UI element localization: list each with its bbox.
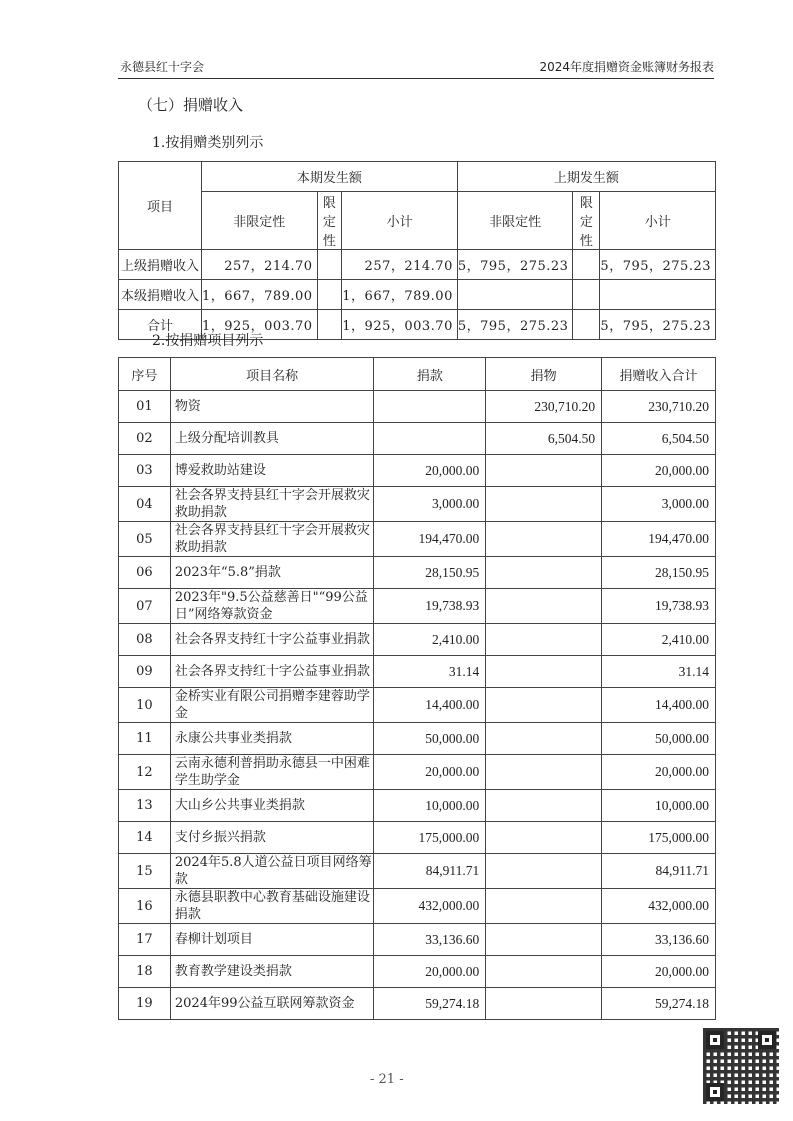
row-goods: [486, 688, 602, 723]
cell: 257，214.70: [342, 250, 458, 280]
row-seq: 01: [119, 391, 171, 423]
row-total: 31.14: [602, 656, 716, 688]
row-project-name: 大山乡公共事业类捐款: [170, 790, 374, 822]
row-seq: 07: [119, 589, 171, 624]
header-org: 永德县红十字会: [120, 60, 205, 74]
header-name: 项目名称: [170, 358, 374, 391]
row-goods: [486, 455, 602, 487]
row-cash: 20,000.00: [374, 755, 486, 790]
row-goods: [486, 889, 602, 924]
row-goods: [486, 557, 602, 589]
row-project-name: 社会各界支持县红十字会开展救灾救助捐款: [170, 487, 374, 522]
cell: 5，795，275.23: [600, 250, 716, 280]
table-row: [119, 924, 716, 956]
sub-header: 小计: [342, 192, 458, 250]
cell: [600, 280, 716, 310]
table-row: [119, 391, 716, 423]
row-goods: [486, 755, 602, 790]
table-row: [119, 522, 716, 557]
row-goods: [486, 854, 602, 889]
row-project-name: 永德县职教中心教育基础设施建设捐款: [170, 889, 374, 924]
page-number: - 21 -: [370, 1072, 404, 1087]
table-row: [119, 822, 716, 854]
header-report-title: 2024年度捐赠资金账簿财务报表: [539, 60, 714, 74]
cell: [317, 250, 342, 280]
cell: 1，925，003.70: [201, 310, 317, 340]
row-goods: [486, 656, 602, 688]
row-goods: [486, 624, 602, 656]
row-project-name: 2023年"9.5公益慈善日"“99公益日”网络筹款资金: [170, 589, 374, 624]
row-goods: [486, 723, 602, 755]
table-row: [119, 589, 716, 624]
row-goods: [486, 790, 602, 822]
cell: [317, 280, 342, 310]
row-seq: 19: [119, 988, 171, 1020]
row-project-name: 2023年“5.8”捐款: [170, 557, 374, 589]
row-label-total: 合计: [119, 310, 202, 340]
row-project-name: 云南永德利普捐助永德县一中困难学生助学金: [170, 755, 374, 790]
cell: 5，795，275.23: [457, 310, 573, 340]
table-row: [119, 280, 716, 310]
row-seq: 08: [119, 624, 171, 656]
cell: 1，667，789.00: [342, 280, 458, 310]
row-cash: 59,274.18: [374, 988, 486, 1020]
row-project-name: 上级分配培训教具: [170, 423, 374, 455]
group-prior-header: 上期发生额: [457, 162, 715, 192]
row-cash: 50,000.00: [374, 723, 486, 755]
row-goods: 6,504.50: [486, 423, 602, 455]
donation-by-project-table: [118, 357, 716, 1020]
row-project-name: 社会各界支持县红十字会开展救灾救助捐款: [170, 522, 374, 557]
row-cash: 33,136.60: [374, 924, 486, 956]
row-total: 6,504.50: [602, 423, 716, 455]
row-seq: 13: [119, 790, 171, 822]
sub-header: 非限定性: [457, 192, 573, 250]
row-cash: 175,000.00: [374, 822, 486, 854]
row-seq: 05: [119, 522, 171, 557]
row-total: 28,150.95: [602, 557, 716, 589]
row-project-name: 支付乡振兴捐款: [170, 822, 374, 854]
row-total: 432,000.00: [602, 889, 716, 924]
header-goods: 捐物: [486, 358, 602, 391]
row-seq: 06: [119, 557, 171, 589]
row-goods: [486, 956, 602, 988]
section-title: （七）捐赠收入: [138, 96, 244, 114]
row-cash: 19,738.93: [374, 589, 486, 624]
row-cash: 432,000.00: [374, 889, 486, 924]
row-seq: 14: [119, 822, 171, 854]
row-seq: 10: [119, 688, 171, 723]
cell: [317, 310, 342, 340]
row-total: 33,136.60: [602, 924, 716, 956]
cell: 5，795，275.23: [600, 310, 716, 340]
table-row: [119, 723, 716, 755]
row-project-name: 教育教学建设类捐款: [170, 956, 374, 988]
cell: [573, 250, 600, 280]
table-row: [119, 854, 716, 889]
cell: 1，925，003.70: [342, 310, 458, 340]
row-project-name: 博爱救助站建设: [170, 455, 374, 487]
cell: 257，214.70: [201, 250, 317, 280]
row-seq: 16: [119, 889, 171, 924]
table-row: [119, 423, 716, 455]
row-total: 19,738.93: [602, 589, 716, 624]
cell: [573, 310, 600, 340]
row-cash: [374, 391, 486, 423]
table-row: [119, 624, 716, 656]
table-row: [119, 487, 716, 522]
row-seq: 18: [119, 956, 171, 988]
row-seq: 04: [119, 487, 171, 522]
page-header: [118, 52, 714, 79]
row-seq: 12: [119, 755, 171, 790]
cell: 1，667，789.00: [201, 280, 317, 310]
row-total: 194,470.00: [602, 522, 716, 557]
table-row: [119, 688, 716, 723]
sub-header: 限定性: [317, 192, 342, 250]
row-cash: 3,000.00: [374, 487, 486, 522]
row-goods: [486, 522, 602, 557]
row-total: 2,410.00: [602, 624, 716, 656]
row-seq: 15: [119, 854, 171, 889]
row-project-name: 春柳计划项目: [170, 924, 374, 956]
row-goods: [486, 924, 602, 956]
row-goods: [486, 589, 602, 624]
row-goods: [486, 822, 602, 854]
header-cash: 捐款: [374, 358, 486, 391]
row-cash: 194,470.00: [374, 522, 486, 557]
table-row: [119, 889, 716, 924]
col-item-header: 项目: [119, 162, 202, 250]
row-project-name: 永康公共事业类捐款: [170, 723, 374, 755]
row-goods: [486, 487, 602, 522]
row-project-name: 2024年99公益互联网筹款资金: [170, 988, 374, 1020]
sub-header: 限定性: [573, 192, 600, 250]
row-cash: 84,911.71: [374, 854, 486, 889]
table-row: [119, 557, 716, 589]
row-total: 3,000.00: [602, 487, 716, 522]
group-current-header: 本期发生额: [201, 162, 457, 192]
row-cash: 10,000.00: [374, 790, 486, 822]
row-project-name: 社会各界支持红十字公益事业捐款: [170, 656, 374, 688]
row-project-name: 物资: [170, 391, 374, 423]
row-cash: 20,000.00: [374, 455, 486, 487]
header-seq: 序号: [119, 358, 171, 391]
row-seq: 02: [119, 423, 171, 455]
row-total: 84,911.71: [602, 854, 716, 889]
row-seq: 17: [119, 924, 171, 956]
table-row: [119, 455, 716, 487]
row-total: 50,000.00: [602, 723, 716, 755]
row-cash: [374, 423, 486, 455]
cell: [457, 280, 573, 310]
table-row: [119, 656, 716, 688]
row-total: 14,400.00: [602, 688, 716, 723]
row-seq: 11: [119, 723, 171, 755]
row-label: 上级捐赠收入: [119, 250, 202, 280]
qr-code-icon: [703, 1028, 779, 1104]
row-cash: 2,410.00: [374, 624, 486, 656]
subsection-by-category: 1.按捐赠类别列示: [152, 135, 264, 151]
sub-header: 非限定性: [201, 192, 317, 250]
row-total: 59,274.18: [602, 988, 716, 1020]
header-total: 捐赠收入合计: [602, 358, 716, 391]
row-goods: 230,710.20: [486, 391, 602, 423]
row-total: 20,000.00: [602, 455, 716, 487]
row-total: 230,710.20: [602, 391, 716, 423]
sub-header: 小计: [600, 192, 716, 250]
table-row: [119, 988, 716, 1020]
row-cash: 31.14: [374, 656, 486, 688]
table-row: [119, 755, 716, 790]
row-cash: 20,000.00: [374, 956, 486, 988]
cell: [573, 280, 600, 310]
row-label: 本级捐赠收入: [119, 280, 202, 310]
row-total: 10,000.00: [602, 790, 716, 822]
table-row: [119, 250, 716, 280]
donation-by-category-table: [118, 161, 716, 340]
subsection-by-project: 2.按捐赠项目列示: [152, 333, 264, 349]
row-total: 175,000.00: [602, 822, 716, 854]
row-total: 20,000.00: [602, 755, 716, 790]
row-seq: 09: [119, 656, 171, 688]
row-total: 20,000.00: [602, 956, 716, 988]
table-row: [119, 956, 716, 988]
cell: 5，795，275.23: [457, 250, 573, 280]
row-cash: 28,150.95: [374, 557, 486, 589]
row-cash: 14,400.00: [374, 688, 486, 723]
row-goods: [486, 988, 602, 1020]
row-seq: 03: [119, 455, 171, 487]
row-project-name: 金桥实业有限公司捐赠李建蓉助学金: [170, 688, 374, 723]
row-project-name: 社会各界支持红十字公益事业捐款: [170, 624, 374, 656]
row-project-name: 2024年5.8人道公益日项目网络筹款: [170, 854, 374, 889]
table-row: [119, 790, 716, 822]
